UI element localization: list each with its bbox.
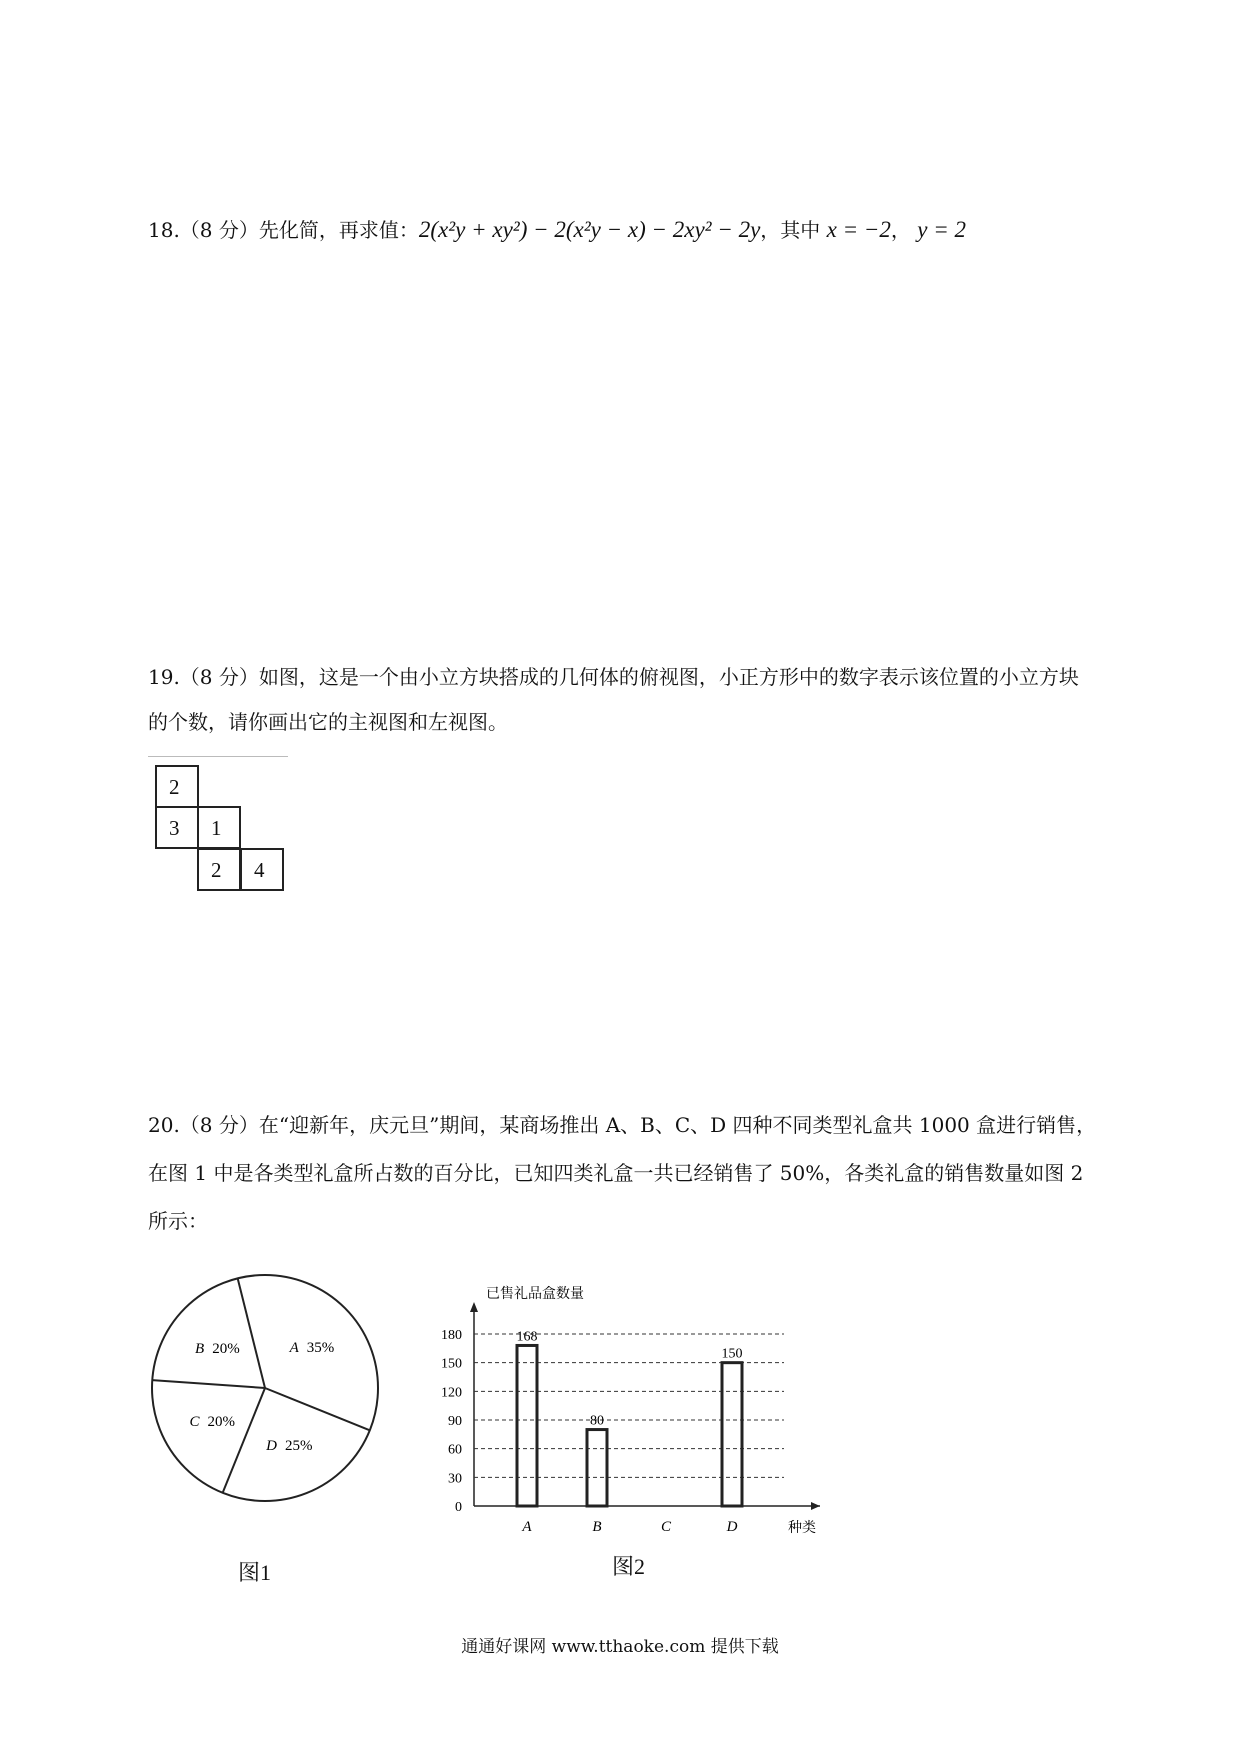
bar-chart <box>420 1262 840 1542</box>
bar-value-label-d: 150 <box>721 1346 743 1362</box>
grid-cell-r2c1: 3 <box>155 806 199 849</box>
y-tick-label-60: 60 <box>448 1442 462 1458</box>
pie-slice-boundary-b <box>152 1380 265 1388</box>
figure2-label: 图2 <box>612 1554 646 1579</box>
bar-d <box>722 1363 742 1506</box>
pie-slice-label-a: A 35% <box>289 1340 335 1357</box>
q18-expression: 2(x²y + xy²) − 2(x²y − x) − 2xy² − 2y <box>418 217 761 242</box>
pie-slice-boundary-a <box>238 1278 265 1388</box>
grid-cell-r3c3: 4 <box>240 848 284 891</box>
bar-value-label-b: 80 <box>590 1413 604 1429</box>
y-tick-label-30: 30 <box>448 1471 462 1487</box>
pie-slice-label-b: B 20% <box>195 1341 240 1358</box>
pie-slice-label-c: C 20% <box>189 1413 236 1430</box>
y-tick-label-120: 120 <box>441 1385 462 1401</box>
y-axis-label: 已售礼品盒数量 <box>486 1287 584 1302</box>
question-19: 19.（8 分）如图，这是一个由小立方块搭成的几何体的俯视图，小正方形中的数字表示该位置的小立方块的个数，请你画出它的主视图和左视图。 <box>148 665 1079 734</box>
grid-cell-r1c1: 2 <box>155 765 199 808</box>
x-tick-label-c: C <box>660 1519 672 1535</box>
x-axis-arrow <box>811 1502 820 1510</box>
pie-chart <box>135 1258 395 1518</box>
x-axis-label: 种类 <box>788 1521 816 1536</box>
x-tick-label-d: D <box>726 1519 738 1535</box>
footer: 通通好课网 www.tthaoke.com 提供下载 <box>461 1637 779 1657</box>
y-tick-label-150: 150 <box>441 1356 462 1372</box>
x-tick-label-b: B <box>592 1519 602 1535</box>
question-20: 20.（8 分）在“迎新年，庆元旦”期间，某商场推出 A、B、C、D 四种不同类型礼盒共 1000 盒进行销售，在图 1 中是各类型礼盒所占数的百分比，已知四类礼盒一共已经销售了 50%，各类礼盒的销售数量如图 2 所示： <box>148 1113 1097 1233</box>
bar-a <box>517 1345 537 1506</box>
pie-slice-boundary-d <box>265 1388 370 1430</box>
q18-prefix: 18.（8 分）先化简，再求值： <box>148 218 419 242</box>
y-tick-label-180: 180 <box>441 1328 462 1343</box>
grid-cell-r2c2: 1 <box>197 806 241 849</box>
q18-condition-lead: ，其中 <box>760 218 821 242</box>
y-tick-label-90: 90 <box>448 1414 462 1429</box>
question-18 <box>148 218 966 241</box>
top-view-grid <box>148 756 288 758</box>
bar-b <box>587 1430 607 1506</box>
q18-sep: ， <box>890 218 911 242</box>
y-axis-arrow <box>470 1302 478 1312</box>
pie-slice-boundary-c <box>223 1388 265 1493</box>
bar-value-label-a: 168 <box>516 1329 538 1345</box>
figure1-label: 图1 <box>238 1560 272 1585</box>
x-tick-label-a: A <box>522 1519 532 1535</box>
q18-cond-y: y = 2 <box>917 217 966 242</box>
pie-slice-label-d: D 25% <box>266 1438 313 1455</box>
grid-cell-r3c2: 2 <box>197 848 241 891</box>
q18-cond-x: x = −2 <box>826 217 891 242</box>
y-tick-label-0: 0 <box>455 1500 462 1515</box>
